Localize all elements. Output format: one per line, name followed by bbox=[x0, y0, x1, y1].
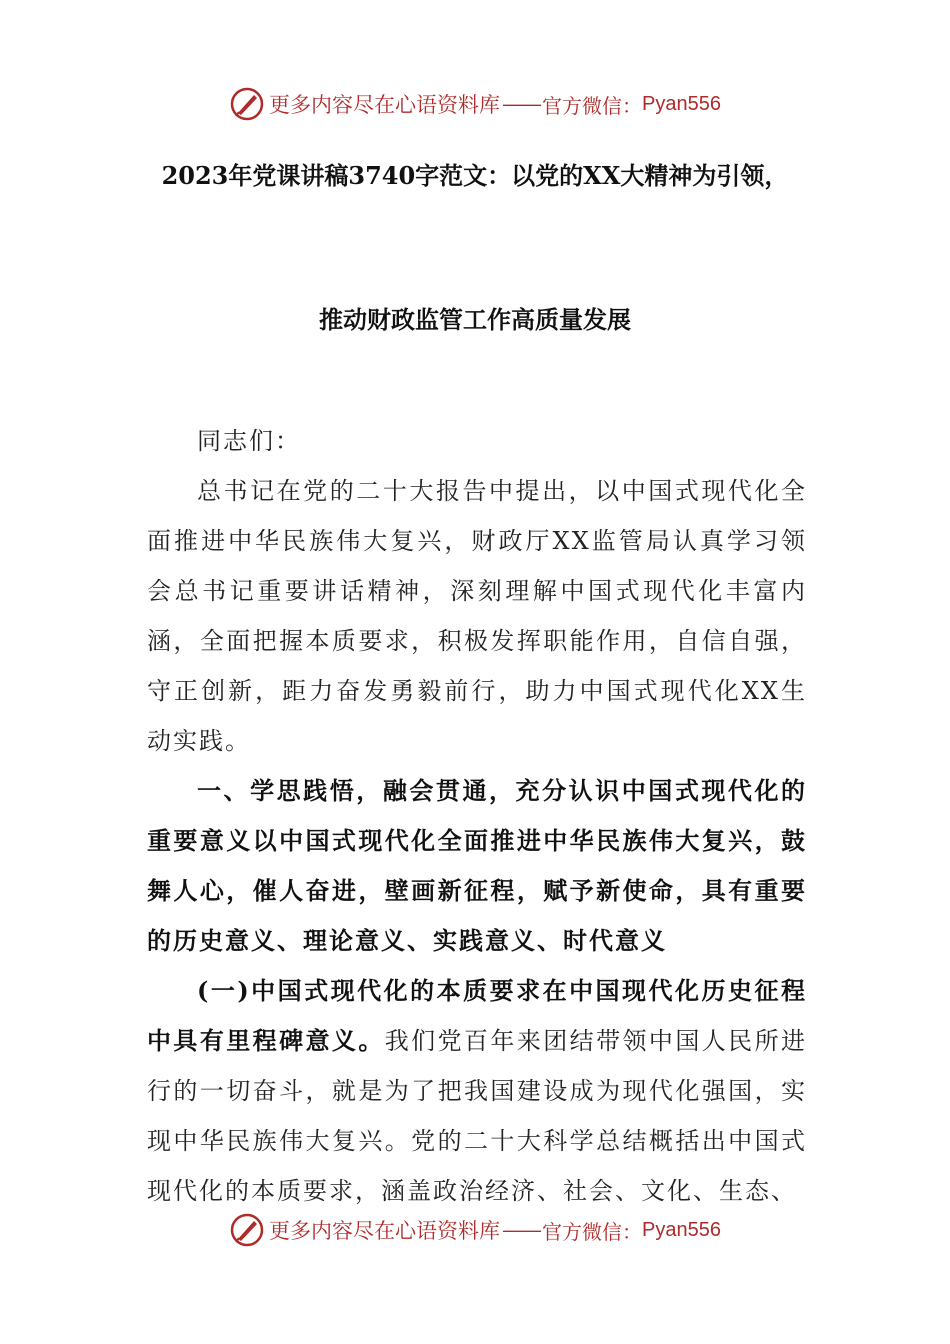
quill-pen-logo-icon bbox=[229, 1212, 265, 1248]
subsection-1-text: 我们党百年来团结带领中国人民所进行的一切奋斗，就是为了把我国建设成为现代化强国，实现中华民族伟大复兴。党的二十大科学总结概括出中国式现代化的本质要求，涵盖政治经济、社会、文化、生态、 bbox=[147, 1027, 807, 1205]
watermark-separator: —— bbox=[502, 1218, 541, 1242]
header-watermark bbox=[0, 84, 950, 124]
document-title-line-1: 2023年党课讲稿3740字范文：以党的XX大精神为引领， bbox=[161, 161, 789, 190]
watermark-wechat-id: Pyan556 bbox=[642, 1218, 721, 1241]
section-1-heading: 一、学思践悟，融会贯通，充分认识中国式现代化的重要意义以中国式现代化全面推进中华民族伟大复兴，鼓舞人心，催人奋进，壁画新征程，赋予新使命，具有重要的历史意义、理论意义、实践意义、时代意义 bbox=[147, 776, 807, 955]
watermark-site-text: 更多内容尽在心语资料库 bbox=[269, 93, 501, 117]
intro-paragraph: 总书记在党的二十大报告中提出，以中国式现代化全面推进中华民族伟大复兴，财政厅XX监管局认真学习领会总书记重要讲话精神，深刻理解中国式现代化丰富内涵，全面把握本质要求，积极发挥职能作用，自信自强，守正创新，距力奋发勇毅前行，助力中国式现代化XX生动实践。 bbox=[147, 477, 807, 755]
quill-pen-logo-icon bbox=[229, 86, 265, 122]
watermark-site-text: 更多内容尽在心语资料库 bbox=[269, 1219, 501, 1243]
document-title-line-2: 推动财政监管工作高质量发展 bbox=[319, 305, 631, 334]
watermark-separator: —— bbox=[502, 92, 541, 116]
watermark-wechat-label: 官方微信： bbox=[542, 1219, 643, 1244]
footer-watermark bbox=[0, 1210, 950, 1250]
watermark-wechat-label: 官方微信： bbox=[542, 93, 643, 118]
subsection-1-heading: (一)中国式现代化的本质要求在中国现代化历史征程中具有里程碑意义。 bbox=[147, 976, 807, 1055]
salutation: 同志们： bbox=[197, 427, 301, 455]
watermark-wechat-id: Pyan556 bbox=[642, 92, 721, 115]
document-body bbox=[147, 416, 807, 1216]
subsection-1-paragraph bbox=[147, 966, 807, 1216]
